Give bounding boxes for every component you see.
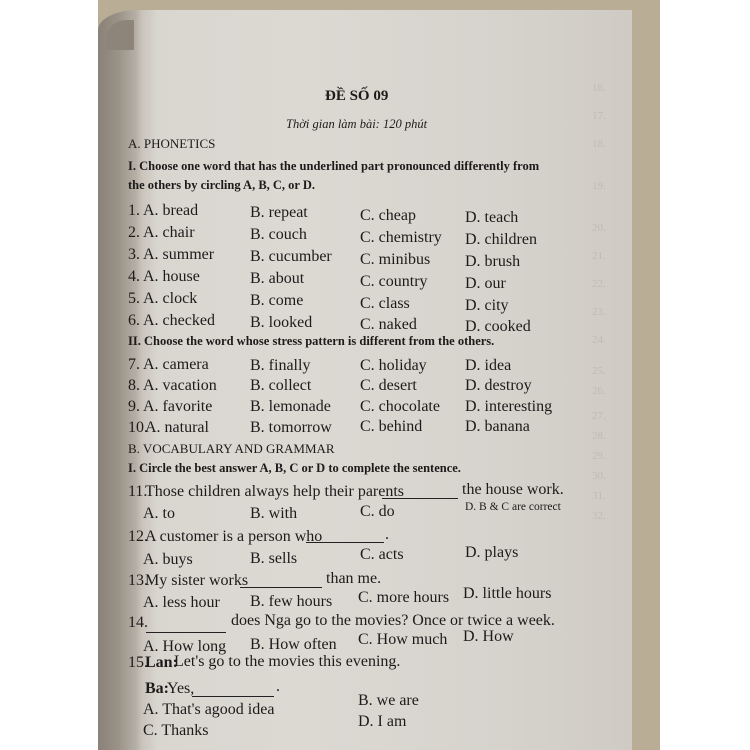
- bleed-through-number: 25.: [592, 365, 606, 377]
- question-stem: A customer is a person who: [145, 528, 323, 545]
- option-c[interactable]: C. chocolate: [360, 398, 440, 415]
- option-c[interactable]: C. chemistry: [360, 229, 442, 246]
- speaker-lan: Lan:: [145, 654, 178, 671]
- question-number: 13.: [128, 572, 148, 589]
- question-number: 12.: [128, 528, 148, 545]
- dialogue-line-2: Yes,: [167, 680, 195, 697]
- option-c[interactable]: C. How much: [358, 631, 448, 648]
- option-b[interactable]: B. looked: [250, 314, 313, 331]
- option-c[interactable]: C. naked: [360, 316, 417, 333]
- option-c[interactable]: C. class: [360, 295, 410, 312]
- bleed-through-number: 17.: [592, 110, 606, 122]
- option-a[interactable]: A. natural: [145, 419, 209, 436]
- bleed-through-number: 19.: [592, 180, 606, 192]
- option-c[interactable]: C. minibus: [360, 251, 431, 268]
- question-stem-end: than me.: [326, 570, 382, 587]
- option-a[interactable]: A. camera: [143, 356, 209, 373]
- bleed-through-number: 29.: [592, 450, 606, 462]
- dialogue-line-1: Let's go to the movies this evening.: [174, 653, 401, 670]
- speaker-ba: Ba:: [145, 680, 169, 697]
- exam-duration: Thời gian làm bài: 120 phút: [286, 117, 428, 131]
- answer-blank[interactable]: [306, 532, 384, 543]
- option-b[interactable]: B. couch: [250, 226, 307, 243]
- question-number: 15.: [128, 654, 148, 671]
- option-b[interactable]: B. lemonade: [250, 398, 331, 415]
- option-c[interactable]: C. more hours: [358, 589, 450, 606]
- option-c[interactable]: C. country: [360, 273, 428, 290]
- bleed-through-number: 16.: [592, 82, 606, 94]
- bleed-through-number: 26.: [592, 385, 606, 397]
- option-a[interactable]: A. checked: [143, 312, 215, 329]
- option-a[interactable]: A. chair: [143, 224, 195, 241]
- question-number: 5.: [128, 290, 140, 307]
- question-number: 14.: [128, 614, 148, 631]
- option-c[interactable]: C. cheap: [360, 207, 416, 224]
- option-a[interactable]: A. buys: [143, 551, 193, 568]
- answer-blank[interactable]: [192, 686, 274, 697]
- option-d[interactable]: D. destroy: [465, 377, 532, 394]
- option-d[interactable]: D. I am: [358, 713, 407, 730]
- question-number: 6.: [128, 312, 140, 329]
- option-b[interactable]: B. How often: [250, 636, 337, 653]
- option-a[interactable]: A. less hour: [143, 594, 220, 611]
- option-c[interactable]: C. Thanks: [143, 722, 209, 739]
- bleed-through-number: 28.: [592, 430, 606, 442]
- option-d[interactable]: D. banana: [465, 418, 530, 435]
- option-b[interactable]: B. with: [250, 505, 298, 522]
- bleed-through-number: 23.: [592, 306, 606, 318]
- option-c[interactable]: C. desert: [360, 377, 417, 394]
- question-stem: My sister works: [145, 572, 249, 589]
- question-number: 8.: [128, 377, 140, 394]
- bleed-through-number: 27.: [592, 410, 606, 422]
- option-a[interactable]: A. favorite: [143, 398, 213, 415]
- question-number: 2.: [128, 224, 140, 241]
- option-d[interactable]: D. B & C are correct: [465, 501, 561, 513]
- option-a[interactable]: A. That's agood idea: [143, 701, 275, 718]
- option-a[interactable]: A. vacation: [143, 377, 217, 394]
- question-number: 9.: [128, 398, 140, 415]
- option-b[interactable]: B. we are: [358, 692, 419, 709]
- option-a[interactable]: A. bread: [143, 202, 199, 219]
- question-number: 11.: [128, 483, 148, 500]
- bleed-through-number: 20.: [592, 222, 606, 234]
- bleed-through-number: 31.: [592, 490, 606, 502]
- question-stem: does Nga go to the movies? Once or twice a week.: [231, 612, 555, 629]
- question-number: 7.: [128, 356, 140, 373]
- option-c[interactable]: C. behind: [360, 418, 423, 435]
- option-d[interactable]: D. idea: [465, 357, 512, 374]
- option-d[interactable]: D. plays: [465, 544, 519, 561]
- question-stem-end: .: [385, 526, 389, 543]
- option-b[interactable]: B. sells: [250, 550, 298, 567]
- bleed-through-number: 18.: [592, 138, 606, 150]
- bleed-through-number: 22.: [592, 278, 606, 290]
- option-a[interactable]: A. How long: [143, 638, 227, 655]
- page-curl: [106, 20, 134, 50]
- part1-instruction-line1: I. Choose one word that has the underlined part pronounced differently from: [128, 159, 540, 173]
- option-b[interactable]: B. few hours: [250, 593, 333, 610]
- option-b[interactable]: B. repeat: [250, 204, 308, 221]
- question-number: 3.: [128, 246, 140, 263]
- section-a-heading: A. PHONETICS: [128, 136, 216, 151]
- option-a[interactable]: A. summer: [143, 246, 215, 263]
- question-number: 10.: [128, 419, 148, 436]
- question-number: 1.: [128, 202, 140, 219]
- option-b[interactable]: B. come: [250, 292, 304, 309]
- option-a[interactable]: A. to: [143, 505, 175, 522]
- option-c[interactable]: C. holiday: [360, 357, 427, 374]
- part2-instruction: II. Choose the word whose stress pattern is different from the others.: [128, 334, 495, 348]
- option-c[interactable]: C. acts: [360, 546, 404, 563]
- option-a[interactable]: A. clock: [143, 290, 198, 307]
- answer-blank[interactable]: [382, 488, 458, 499]
- option-d[interactable]: D. city: [465, 297, 509, 314]
- bleed-through-number: 21.: [592, 250, 606, 262]
- section-b-heading: B. VOCABULARY AND GRAMMAR: [128, 441, 335, 456]
- option-b[interactable]: B. about: [250, 270, 305, 287]
- dialogue-line-2-end: .: [276, 678, 280, 695]
- part1-instruction-line2: the others by circling A, B, C, or D.: [128, 178, 316, 192]
- answer-blank[interactable]: [240, 577, 322, 588]
- option-b[interactable]: B. finally: [250, 357, 311, 374]
- question-number: 4.: [128, 268, 140, 285]
- option-d[interactable]: D. brush: [465, 253, 521, 270]
- option-b[interactable]: B. cucumber: [250, 248, 332, 265]
- option-b[interactable]: B. collect: [250, 377, 312, 394]
- option-b[interactable]: B. tomorrow: [250, 419, 332, 436]
- bleed-through-number: 30.: [592, 470, 606, 482]
- section-b-part1-instruction: I. Circle the best answer A, B, C or D to complete the sentence.: [128, 461, 461, 475]
- answer-blank[interactable]: [146, 622, 226, 633]
- option-d[interactable]: D. children: [465, 231, 537, 248]
- option-d[interactable]: D. little hours: [463, 585, 552, 602]
- option-d[interactable]: D. How: [463, 628, 514, 645]
- option-d[interactable]: D. teach: [465, 209, 519, 226]
- bleed-through-number: 24.: [592, 334, 606, 346]
- question-stem: Those children always help their parents: [145, 483, 405, 500]
- question-stem-end: the house work.: [462, 481, 564, 498]
- option-d[interactable]: D. interesting: [465, 398, 553, 415]
- option-c[interactable]: C. do: [360, 503, 395, 520]
- option-a[interactable]: A. house: [143, 268, 200, 285]
- bleed-through-number: 32.: [592, 510, 606, 522]
- option-d[interactable]: D. our: [465, 275, 506, 292]
- exam-title: ĐỀ SỐ 09: [325, 88, 389, 104]
- option-d[interactable]: D. cooked: [465, 318, 531, 335]
